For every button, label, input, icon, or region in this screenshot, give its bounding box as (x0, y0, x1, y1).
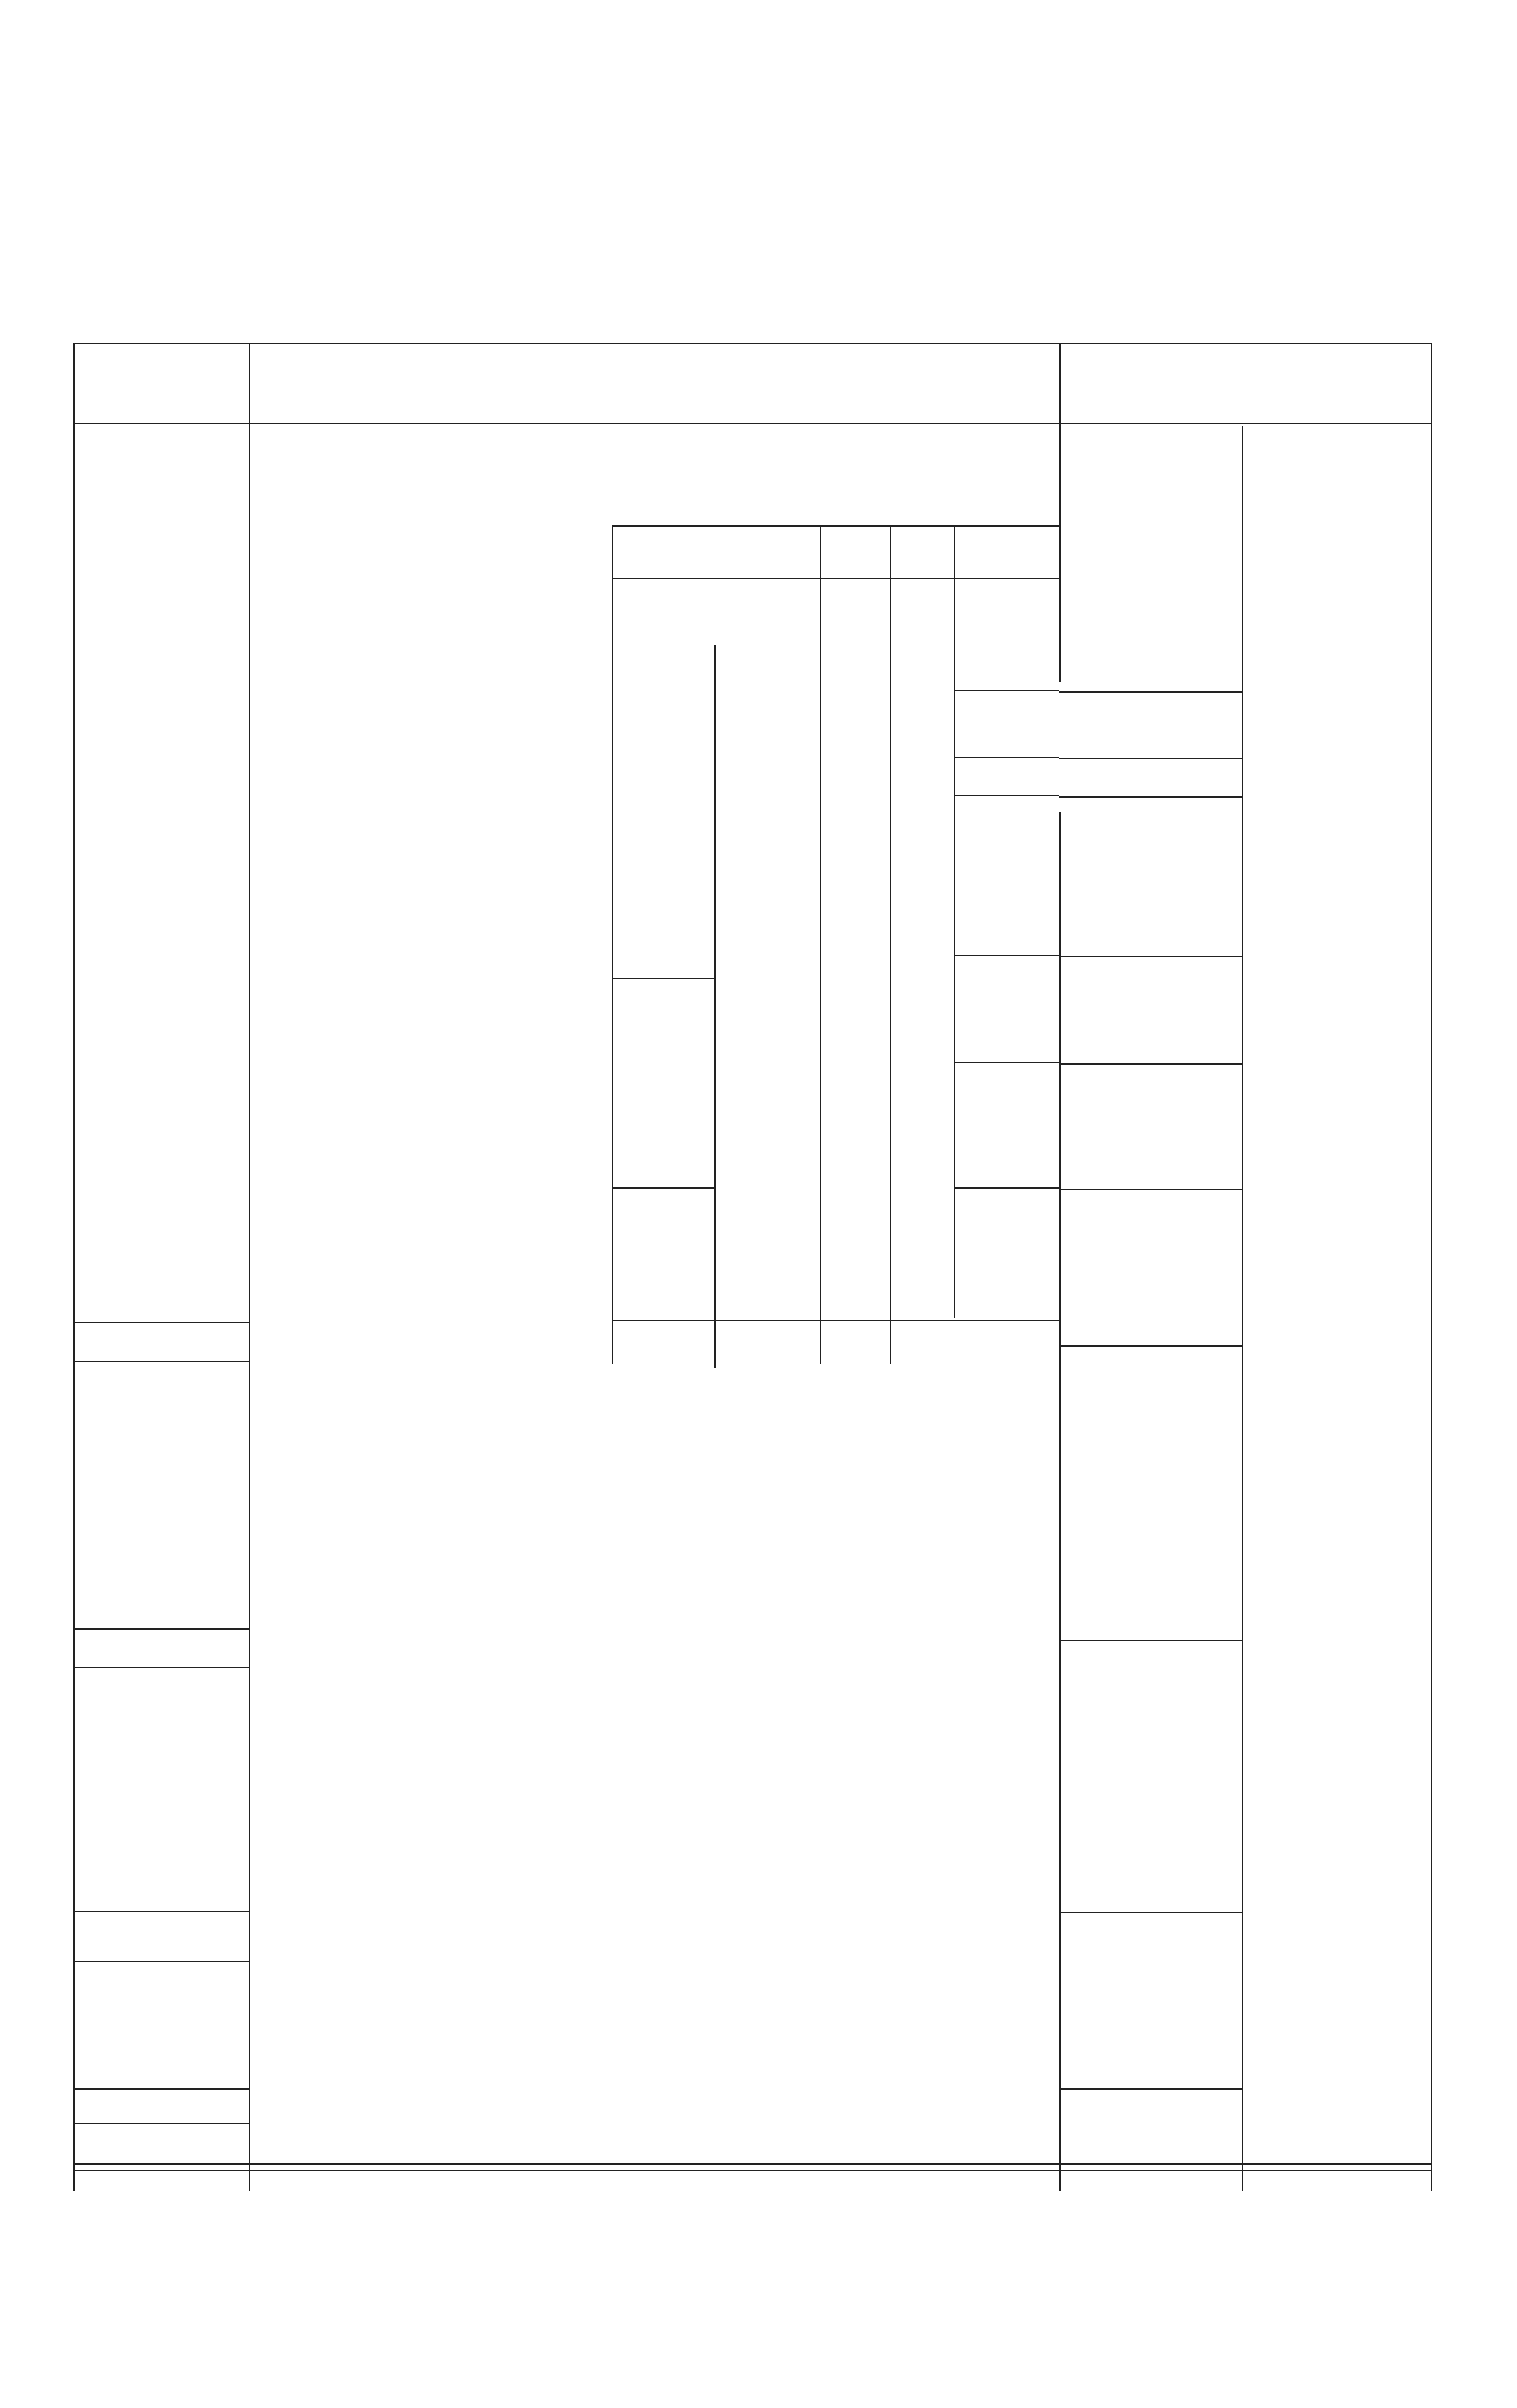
orig-subtotal-rule (612, 978, 714, 979)
amount-rule-4 (1059, 1063, 1242, 1065)
prev-total-rule-3 (73, 1961, 249, 1962)
expenditure-right-divider (1059, 812, 1061, 2191)
amount-total-rule-4 (1059, 2088, 1242, 2090)
prev-subtotal-rule-3 (73, 1911, 249, 1912)
prev-total-rule-2 (73, 1667, 249, 1668)
subtable-total-left (714, 645, 716, 1368)
subtable-orig-left (612, 525, 613, 1364)
amount-total-rule-3 (1059, 1912, 1242, 1913)
converted-subtotal-rule-3 (954, 955, 1059, 956)
table-top-rule (73, 343, 1432, 344)
prev-subtotal-rule-2 (73, 1628, 249, 1630)
prev-subtotal-rule-4 (73, 2088, 249, 2090)
amount-rule-2 (1059, 796, 1242, 798)
prev-subtotal-rule-1 (73, 1322, 249, 1323)
totals-rule (73, 2163, 1432, 2165)
converted-subtotal-rule-1 (954, 757, 1059, 758)
amount-total-rule-1 (1059, 1345, 1242, 1347)
amount-divider (1242, 426, 1243, 2191)
right-border (1431, 343, 1432, 2191)
converted-subtotal-rule-5 (954, 1187, 1059, 1189)
subtable-header-rule (612, 578, 1059, 579)
prev-year-divider (249, 343, 250, 2191)
prev-total-rule-4 (73, 2123, 249, 2124)
subtable-premium-left (890, 525, 891, 1364)
prev-total-rule-1 (73, 1361, 249, 1362)
left-border (73, 343, 75, 2191)
totals-double-rule (73, 2170, 1432, 2171)
converted-subtotal-rule-4 (954, 1062, 1059, 1063)
amount-rule-0 (1059, 691, 1242, 693)
amount-total-rule-2 (1059, 1640, 1242, 1641)
converted-subtotal-rule-0 (954, 690, 1059, 691)
subtable-sum-rule (612, 1320, 1059, 1321)
amount-rule-3 (1059, 956, 1242, 957)
subtable-top-rule (612, 525, 1059, 527)
converted-subtotal-rule-2 (954, 795, 1059, 796)
subtable-rate-left (820, 525, 821, 1364)
amount-rule-1 (1059, 758, 1242, 759)
subtable-converted-left (954, 525, 955, 1318)
amount-rule-5 (1059, 1189, 1242, 1190)
expenditure-right-divider-top (1059, 343, 1061, 682)
orig-subtotal-rule-2 (612, 1187, 714, 1189)
header-bottom-rule (73, 423, 1432, 424)
